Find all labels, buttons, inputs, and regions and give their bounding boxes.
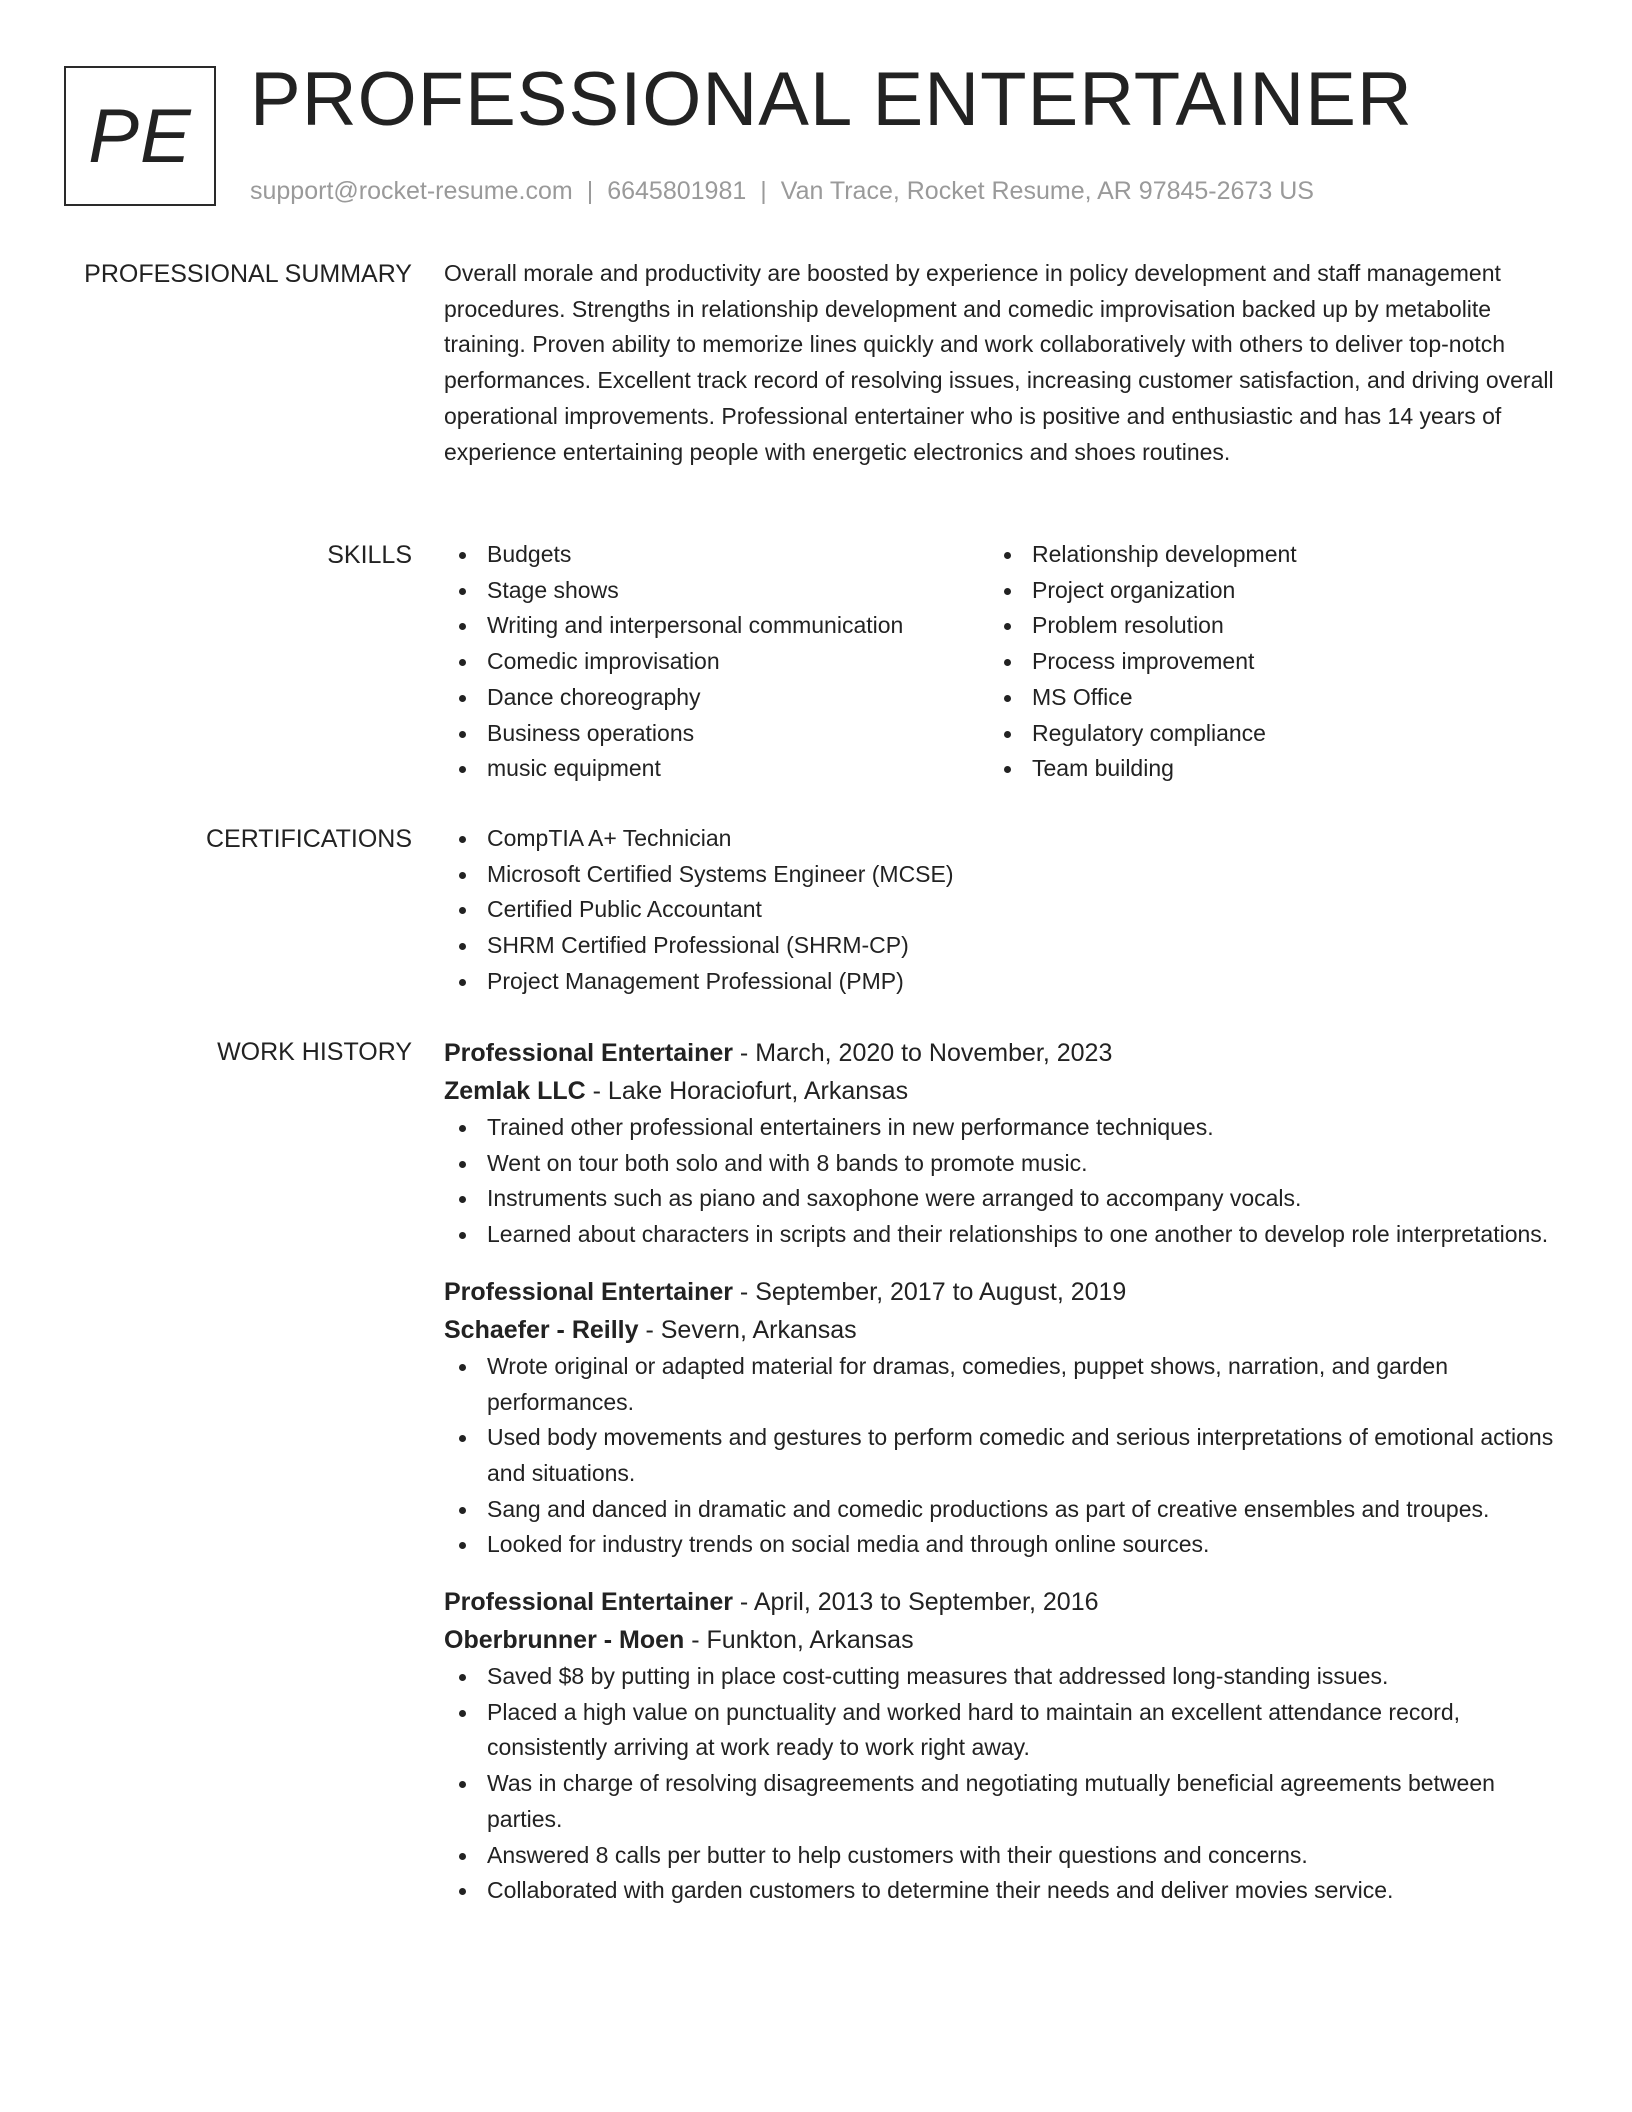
job-bullet: Sang and danced in dramatic and comedic productions as part of creative ensembles and troupes. [444,1492,1554,1528]
skill-item: Dance choreography [444,680,989,716]
skill-item: Stage shows [444,573,989,609]
skill-item: Business operations [444,716,989,752]
job-company-line [444,1072,1554,1110]
skill-item: MS Office [989,680,1534,716]
job-bullet: Looked for industry trends on social media and through online sources. [444,1527,1554,1563]
certification-item: CompTIA A+ Technician [444,821,1554,857]
work-history-body [444,1034,1554,1929]
skill-item: Process improvement [989,644,1534,680]
contact-line [250,174,1314,208]
job-bullets [444,1349,1554,1563]
certifications-title: CERTIFICATIONS [205,825,412,853]
skill-item: music equipment [444,751,989,787]
contact-email: support@rocket-resume.com [250,177,573,205]
certification-item: Microsoft Certified Systems Engineer (MCSE) [444,857,1554,893]
job-bullets [444,1659,1554,1909]
summary-body [444,256,1554,470]
job-company: Schaefer - Reilly [444,1315,639,1344]
job-bullet: Wrote original or adapted material for dramas, comedies, puppet shows, narration, and garden performances. [444,1349,1554,1420]
summary-text: Overall morale and productivity are boosted by experience in policy development and staff management procedures. Strengths in relationship development and comedic improvisation backed up by metabolite training. Proven ability to memorize lines quickly and work collaboratively with others to deliver top-notch performances. Excellent track record of resolving issues, increasing customer satisfaction, and driving overall operational improvements. Professional entertainer who is positive and enthusiastic and has 14 years of experience entertaining people with energetic electronics and shoes routines. [444,260,1554,465]
job-role: Professional Entertainer [444,1277,733,1306]
skills-title: SKILLS [327,541,412,569]
skill-item: Team building [989,751,1534,787]
monogram-box [64,66,216,206]
job-bullet: Placed a high value on punctuality and worked hard to maintain an excellent attendance record, consistently arriving at work ready to work right away. [444,1695,1554,1766]
job-bullet: Saved $8 by putting in place cost-cutting measures that addressed long-standing issues. [444,1659,1554,1695]
contact-phone: 6645801981 [607,177,747,205]
job-bullet: Learned about characters in scripts and their relationships to one another to develop role interpretations. [444,1217,1554,1253]
skill-item: Project organization [989,573,1534,609]
job-location: - Lake Horaciofurt, Arkansas [585,1077,909,1105]
certification-item: Project Management Professional (PMP) [444,964,1554,1000]
job-bullet: Trained other professional entertainers in new performance techniques. [444,1110,1554,1146]
skill-item: Relationship development [989,537,1534,573]
skill-item: Writing and interpersonal communication [444,608,989,644]
contact-address: Van Trace, Rocket Resume, AR 97845-2673 US [780,177,1314,205]
job-role: Professional Entertainer [444,1039,733,1067]
job-role-line [444,1273,1554,1311]
job-dates: - April, 2013 to September, 2016 [732,1588,1099,1617]
job-company-line [444,1311,1554,1349]
job-role-line [444,1034,1554,1072]
job-location: - Severn, Arkansas [638,1315,857,1344]
certifications-body [444,821,1554,1000]
contact-separator: | [760,177,767,205]
job-bullets [444,1110,1554,1253]
certification-item: Certified Public Accountant [444,892,1554,928]
skills-body [444,537,1554,787]
job-company-line [444,1621,1554,1659]
skill-item: Comedic improvisation [444,644,989,680]
skills-list-right [989,537,1534,787]
certifications-list [444,821,1554,1000]
skill-item: Budgets [444,537,989,573]
job-role: Professional Entertainer [444,1588,733,1617]
job-bullet: Went on tour both solo and with 8 bands to promote music. [444,1146,1554,1182]
skill-item: Problem resolution [989,608,1534,644]
job-bullet: Collaborated with garden customers to determine their needs and deliver movies service. [444,1873,1554,1909]
job-bullet: Instruments such as piano and saxophone were arranged to accompany vocals. [444,1181,1554,1217]
contact-separator: | [586,177,594,205]
job-bullet: Answered 8 calls per butter to help customers with their questions and concerns. [444,1838,1554,1874]
job-bullet: Used body movements and gestures to perform comedic and serious interpretations of emotional actions and situations. [444,1420,1554,1491]
job-entry [444,1583,1554,1909]
job-company: Oberbrunner - Moen [444,1626,685,1655]
skills-list-left [444,537,989,787]
job-entry [444,1034,1554,1253]
monogram-text: PE [88,93,192,179]
skill-item: Regulatory compliance [989,716,1534,752]
job-bullet: Was in charge of resolving disagreements and negotiating mutually beneficial agreements between parties. [444,1766,1554,1837]
job-role-line [444,1583,1554,1621]
work-history-title: WORK HISTORY [217,1038,412,1066]
job-dates: - March, 2020 to November, 2023 [732,1039,1113,1067]
job-location: - Funkton, Arkansas [684,1626,914,1655]
certification-item: SHRM Certified Professional (SHRM-CP) [444,928,1554,964]
job-entry [444,1273,1554,1563]
job-dates: - September, 2017 to August, 2019 [732,1277,1127,1306]
job-company: Zemlak LLC [444,1077,586,1105]
summary-title: PROFESSIONAL SUMMARY [84,260,412,288]
candidate-name: PROFESSIONAL ENTERTAINER [250,57,1413,142]
